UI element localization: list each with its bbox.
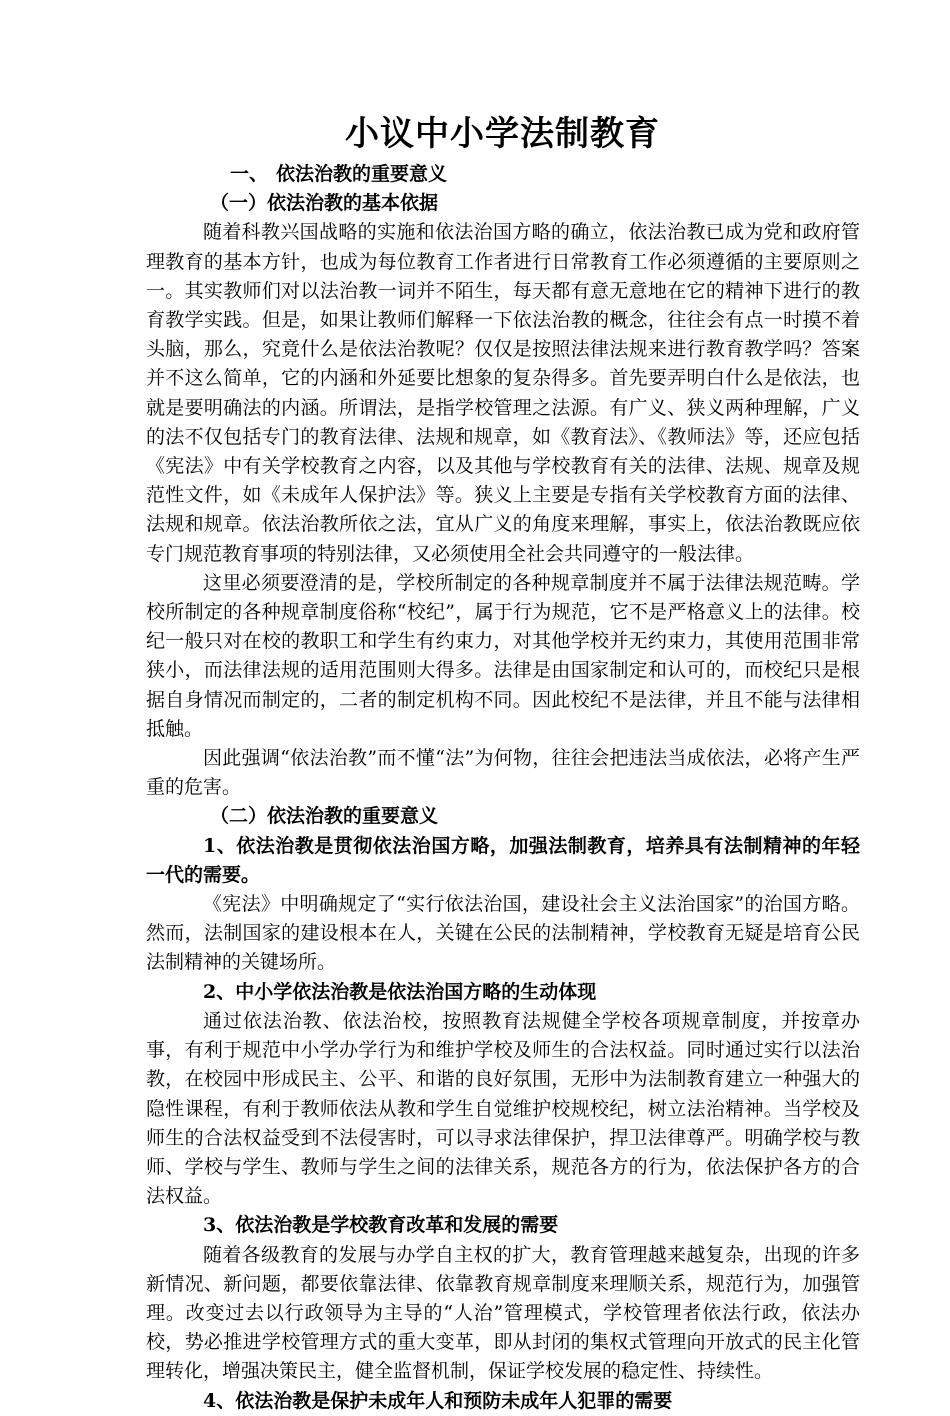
section-number: 一、 bbox=[230, 163, 269, 185]
paragraph: 《宪法》中明确规定了“实行依法治国，建设社会主义法治国家”的治国方略。然而，法制国家的建设根本在人，关键在公民的法制精神，学校教育无疑是培育公民法制精神的关键场所。 bbox=[146, 893, 860, 974]
section-heading bbox=[146, 160, 860, 189]
paragraph: 通过依法治教、依法治校，按照教育法规健全学校各项规章制度，并按章办事，有利于规范中小学办学行为和维护学校及师生的合法权益。同时通过实行以法治教，在校园中形成民主、公平、和谐的良好氛围，无形中为法制教育建立一种强大的隐性课程，有利于教师依法从教和学生自觉维护校规校纪，树立法治精神。当学校及师生的合法权益受到不法侵害时，可以寻求法律保护，捍卫法律尊严。明确学校与教师、学校与学生、教师与学生之间的法律关系，规范各方的行为，依法保护各方的合法权益。 bbox=[146, 1009, 860, 1208]
point-heading: 3、依法治教是学校教育改革和发展的需要 bbox=[203, 1214, 559, 1237]
paragraph: 因此强调“依法治教”而不懂“法”为何物，往往会把违法当成依法，必将产生严重的危害。 bbox=[146, 747, 860, 799]
paragraph: 随着科教兴国战略的实施和依法治国方略的确立，依法治教已成为党和政府管理教育的基本方针，也成为每位教育工作者进行日常教育工作必须遵循的主要原则之一。其实教师们对以法治教一词并不陌生，每天都有意无意地在它的精神下进行的教育教学实践。但是，如果让教师们解释一下依法治教的概念，往往会有点一时摸不着头脑，那么，究竟什么是依法治教呢？仅仅是按照法律法规来进行教育教学吗？答案并不这么简单，它的内涵和外延要比想象的复杂得多。首先要弄明白什么是依法，也就是要明确法的内涵。所谓法，是指学校管理之法源。有广义、狭义两种理解，广义的法不仅包括专门的教育法律、法规和规章，如《教育法》、《教师法》等，还应包括《宪法》中有关学校教育之内容，以及其他与学校教育有关的法律、法规、规章及规范性文件，如《未成年人保护法》等。狭义上主要是专指有关学校教育方面的法律、法规和规章。依法治教所依之法，宜从广义的角度来理解，事实上，依法治教既应依专门规范教育事项的特别法律，又必须使用全社会共同遵守的一般法律。 bbox=[146, 221, 860, 565]
point-heading: 1、依法治教是贯彻依法治国方略，加强法制教育，培养具有法制精神的年轻一代的需要。 bbox=[146, 834, 860, 886]
point-heading: 4、依法治教是保护未成年人和预防未成年人犯罪的需要 bbox=[203, 1389, 673, 1412]
paragraph: 这里必须要澄清的是，学校所制定的各种规章制度并不属于法律法规范畴。学校所制定的各种规章制度俗称“校纪”，属于行为规范，它不是严格意义上的法律。校纪一般只对在校的教职工和学生有约束力，对其他学校并无约束力，其使用范围非常狭小，而法律法规的适用范围则大得多。法律是由国家制定和认可的，而校纪只是根据自身情况而制定的，二者的制定机构不同。因此校纪不是法律，并且不能与法律相抵触。 bbox=[146, 571, 860, 740]
subsection-heading: （二）依法治教的重要意义 bbox=[210, 805, 439, 828]
point-heading: 2、中小学依法治教是依法治国方略的生动体现 bbox=[203, 980, 597, 1003]
paragraph: 随着各级教育的发展与办学自主权的扩大，教育管理越来越复杂，出现的许多新情况、新问题，都要依靠法律、依靠教育规章制度来理顺关系，规范行为，加强管理。改变过去以行政领导为主导的“人治”管理模式，学校管理者依法行政，依法办校，势必推进学校管理方式的重大变革，即从封闭的集权式管理向开放式的民主化管理转化，增强决策民主，健全监督机制，保证学校发展的稳定性、持续性。 bbox=[146, 1243, 860, 1383]
document-title: 小议中小学法制教育 bbox=[345, 114, 660, 154]
subsection-heading: （一）依法治教的基本依据 bbox=[210, 192, 439, 215]
document-body bbox=[146, 160, 860, 1416]
section-title: 依法治教的重要意义 bbox=[276, 163, 448, 185]
